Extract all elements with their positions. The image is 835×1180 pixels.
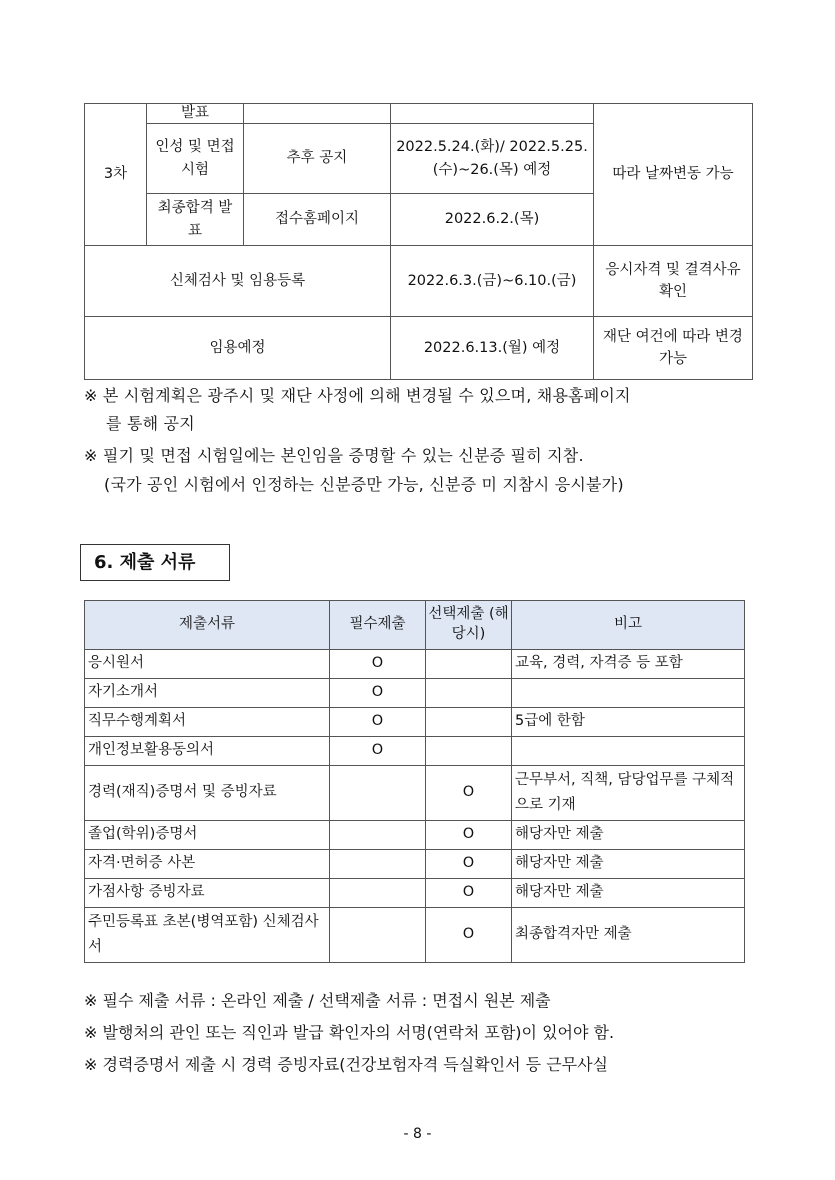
empty-cell [391, 104, 594, 124]
note-id-detail: (국가 공인 시험에서 인정하는 신분증만 가능, 신분증 미 지참시 응시불가) [104, 475, 624, 494]
doc-name: 졸업(학위)증명서 [85, 821, 330, 850]
doc-name: 경력(재직)증명서 및 증빙자료 [85, 766, 330, 821]
table-row [85, 737, 745, 766]
table-row [85, 650, 745, 679]
note-schedule-change-cont: 를 통해 공지 [106, 414, 195, 433]
required-mark: O [330, 737, 426, 766]
header-doc: 제출서류 [85, 601, 330, 650]
final-method: 접수홈페이지 [244, 194, 391, 246]
doc-remark: 교육, 경력, 자격증 등 포함 [512, 650, 745, 679]
note-schedule-change: ※ 본 시험계획은 광주시 및 재단 사정에 의해 변경될 수 있으며, 채용홈페이지 [84, 386, 631, 405]
appoint-label: 임용예정 [85, 317, 391, 380]
required-mark: O [330, 708, 426, 737]
required-mark [330, 821, 426, 850]
schedule-table [84, 103, 753, 380]
table-row [85, 908, 745, 963]
optional-mark [426, 708, 512, 737]
physical-date: 2022.6.3.(금)~6.10.(금) [391, 246, 594, 317]
optional-mark [426, 737, 512, 766]
round-3-label: 3차 [85, 104, 147, 246]
doc-remark [512, 679, 745, 708]
optional-mark: O [426, 879, 512, 908]
header-optional: 선택제출 (해당시) [426, 601, 512, 650]
required-mark: O [330, 650, 426, 679]
table-row [85, 821, 745, 850]
table-row [85, 766, 745, 821]
final-date: 2022.6.2.(목) [391, 194, 594, 246]
required-mark [330, 879, 426, 908]
doc-remark: 해당자만 제출 [512, 850, 745, 879]
required-mark [330, 766, 426, 821]
doc-remark: 근무부서, 직책, 담당업무를 구체적으로 기재 [512, 766, 745, 821]
interview-date: 2022.5.24.(화)/ 2022.5.25.(수)~26.(목) 예정 [391, 124, 594, 194]
table-row [85, 708, 745, 737]
documents-table [84, 600, 745, 963]
note-id-required: ※ 필기 및 면접 시험일에는 본인임을 증명할 수 있는 신분증 필히 지참. [84, 446, 584, 465]
footer-note-submission: ※ 필수 제출 서류 : 온라인 제출 / 선택제출 서류 : 면접시 원본 제출 [84, 991, 551, 1010]
appoint-date: 2022.6.13.(월) 예정 [391, 317, 594, 380]
doc-name: 응시원서 [85, 650, 330, 679]
optional-mark [426, 650, 512, 679]
final-label: 최종합격 발표 [147, 194, 244, 246]
doc-remark: 5급에 한함 [512, 708, 745, 737]
announce-cell: 발표 [147, 104, 244, 124]
date-note: 따라 날짜변동 가능 [594, 104, 753, 246]
doc-name: 자기소개서 [85, 679, 330, 708]
doc-name: 직무수행계획서 [85, 708, 330, 737]
table-row [85, 850, 745, 879]
doc-name: 주민등록표 초본(병역포함) 신체검사서 [85, 908, 330, 963]
interview-label: 인성 및 면접시험 [147, 124, 244, 194]
section-title: 6. 제출 서류 [80, 544, 230, 581]
optional-mark: O [426, 821, 512, 850]
optional-mark: O [426, 850, 512, 879]
table-row [85, 679, 745, 708]
table-row [85, 879, 745, 908]
empty-cell [244, 104, 391, 124]
doc-remark: 최종합격자만 제출 [512, 908, 745, 963]
header-remarks: 비고 [512, 601, 745, 650]
appoint-note: 재단 여건에 따라 변경가능 [594, 317, 753, 380]
doc-remark: 해당자만 제출 [512, 879, 745, 908]
physical-note: 응시자격 및 결격사유 확인 [594, 246, 753, 317]
optional-mark [426, 679, 512, 708]
interview-method: 추후 공지 [244, 124, 391, 194]
required-mark [330, 850, 426, 879]
doc-name: 가점사항 증빙자료 [85, 879, 330, 908]
footer-note-seal: ※ 발행처의 관인 또는 직인과 발급 확인자의 서명(연락처 포함)이 있어야 함. [84, 1023, 615, 1042]
page-number: - 8 - [403, 1126, 432, 1142]
doc-remark [512, 737, 745, 766]
footer-note-career: ※ 경력증명서 제출 시 경력 증빙자료(건강보험자격 득실확인서 등 근무사실 [84, 1055, 609, 1074]
required-mark: O [330, 679, 426, 708]
doc-remark: 해당자만 제출 [512, 821, 745, 850]
required-mark [330, 908, 426, 963]
physical-label: 신체검사 및 임용등록 [85, 246, 391, 317]
doc-name: 개인정보활용동의서 [85, 737, 330, 766]
optional-mark: O [426, 766, 512, 821]
optional-mark: O [426, 908, 512, 963]
header-required: 필수제출 [330, 601, 426, 650]
doc-name: 자격·면허증 사본 [85, 850, 330, 879]
